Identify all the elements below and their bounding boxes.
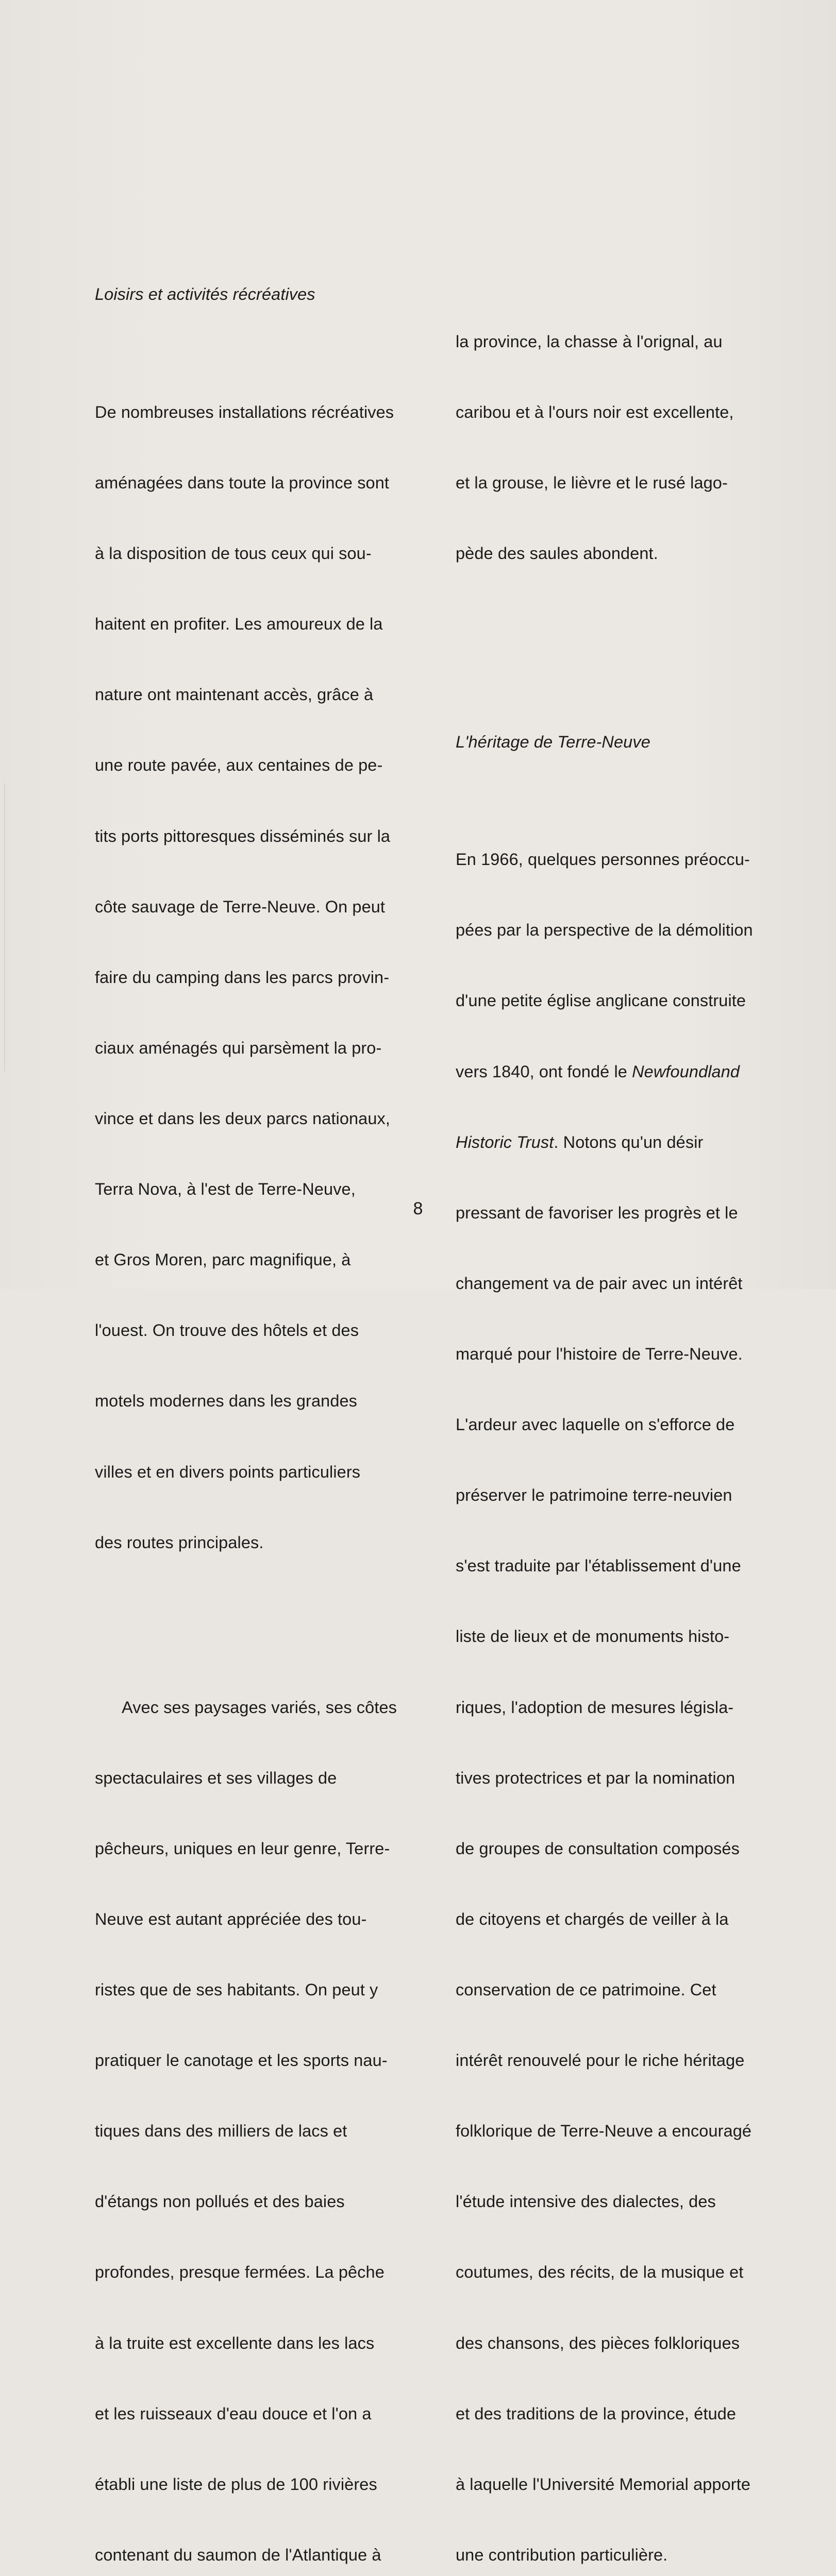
text-line: riques, l'adoption de mesures législa- [456, 1698, 734, 1717]
text-line: pêcheurs, uniques en leur genre, Terre- [95, 1839, 390, 1858]
text-line: des chansons, des pièces folkloriques [456, 2333, 740, 2352]
text-line: nature ont maintenant accès, grâce à [95, 685, 374, 704]
text-line: liste de lieux et de monuments histo- [456, 1627, 730, 1646]
text-line: marqué pour l'histoire de Terre-Neuve. [456, 1345, 743, 1364]
text-line: de groupes de consultation composés [456, 1839, 740, 1858]
text-run: vers 1840, ont fondé le [456, 1062, 632, 1081]
trust-name-italic: Newfoundland [632, 1062, 740, 1081]
paragraph-continuation [456, 283, 796, 613]
text-line: pées par la perspective de la démolition [456, 921, 753, 940]
text-line: contenant du saumon de l'Atlantique à [95, 2545, 381, 2564]
section-heading-loisirs: Loisirs et activités récréatives [95, 285, 315, 304]
text-line: ristes que de ses habitants. On peut y [95, 1980, 378, 1999]
text-line: à la disposition de tous ceux qui sou- [95, 544, 372, 563]
text-line: d'une petite église anglicane construite [456, 991, 746, 1010]
text-line: tives protectrices et par la nomination [456, 1768, 735, 1787]
left-column [95, 236, 435, 2576]
text-line: d'étangs non pollués et des baies [95, 2192, 345, 2211]
text-line: profondes, presque fermées. La pêche [95, 2263, 384, 2282]
text-line: Avec ses paysages variés, ses côtes [122, 1698, 397, 1717]
text-line: et des traditions de la province, étude [456, 2404, 737, 2423]
text-line: à la truite est excellente dans les lacs [95, 2333, 375, 2352]
text-line: une contribution particulière. [456, 2545, 668, 2564]
text-line: pratiquer le canotage et les sports nau- [95, 2051, 388, 2070]
text-line: établi une liste de plus de 100 rivières [95, 2475, 377, 2494]
text-line: pressant de favoriser les progrès et le [456, 1203, 738, 1222]
text-line: intérêt renouvelé pour le riche héritage [456, 2051, 745, 2070]
text-line: De nombreuses installations récréatives [95, 402, 394, 421]
page-edge-mark [4, 783, 5, 1072]
section-heading-heritage: L'héritage de Terre-Neuve [456, 732, 650, 751]
paragraph-heritage-1 [456, 801, 796, 2576]
paragraph-loisirs-2 [95, 1649, 435, 2576]
paragraph-spacer [456, 660, 796, 684]
text-line: faire du camping dans les parcs provin- [95, 968, 390, 987]
text-line: changement va de pair avec un intérêt [456, 1274, 743, 1293]
text-line: ciaux aménagés qui parsèment la pro- [95, 1038, 382, 1057]
text-line: Terra Nova, à l'est de Terre-Neuve, [95, 1180, 356, 1199]
text-line: villes et en divers points particuliers [95, 1462, 361, 1481]
text-line: préserver le patrimoine terre-neuvien [456, 1486, 732, 1505]
trust-name-italic: Historic Trust [456, 1132, 554, 1151]
text-line-mixed [456, 1060, 796, 1084]
text-line: une route pavée, aux centaines de pe- [95, 756, 383, 775]
text-line: vince et dans les deux parcs nationaux, [95, 1109, 390, 1128]
text-line: des routes principales. [95, 1533, 264, 1552]
text-line: Neuve est autant appréciée des tou- [95, 1909, 367, 1928]
text-line: folklorique de Terre-Neuve a encouragé [456, 2122, 752, 2141]
text-line: pède des saules abondent. [456, 544, 658, 563]
text-line: caribou et à l'ours noir est excellente, [456, 402, 734, 421]
text-line: L'ardeur avec laquelle on s'efforce de [456, 1415, 735, 1434]
text-line: haitent en profiter. Les amoureux de la [95, 615, 383, 634]
text-line: spectaculaires et ses villages de [95, 1768, 337, 1787]
right-column [456, 236, 796, 2576]
text-line: l'étude intensive des dialectes, des [456, 2192, 716, 2211]
text-line: motels modernes dans les grandes [95, 1392, 358, 1411]
text-line: coutumes, des récits, de la musique et [456, 2263, 744, 2282]
text-line: et la grouse, le lièvre et le rusé lago- [456, 473, 728, 493]
text-line: et les ruisseaux d'eau douce et l'on a [95, 2404, 372, 2423]
text-line: l'ouest. On trouve des hôtels et des [95, 1321, 359, 1340]
text-line-mixed [456, 1131, 796, 1155]
text-line: de citoyens et chargés de veiller à la [456, 1909, 729, 1928]
text-line: conservation de ce patrimoine. Cet [456, 1980, 716, 1999]
text-line: En 1966, quelques personnes préoccu- [456, 850, 750, 869]
text-line: et Gros Moren, parc magnifique, à [95, 1250, 351, 1269]
text-line: à laquelle l'Université Memorial apporte [456, 2475, 751, 2494]
text-line: la province, la chasse à l'orignal, au [456, 332, 723, 351]
text-line: côte sauvage de Terre-Neuve. On peut [95, 897, 386, 916]
page-number: 8 [413, 1199, 423, 1218]
paragraph-loisirs-1 [95, 354, 435, 1602]
text-line: aménagées dans toute la province sont [95, 473, 390, 493]
text-line: tits ports pittoresques disséminés sur la [95, 826, 391, 845]
text-run: . Notons qu'un désir [554, 1132, 704, 1151]
text-line: tiques dans des milliers de lacs et [95, 2122, 347, 2141]
text-line: s'est traduite par l'établissement d'une [456, 1556, 741, 1575]
